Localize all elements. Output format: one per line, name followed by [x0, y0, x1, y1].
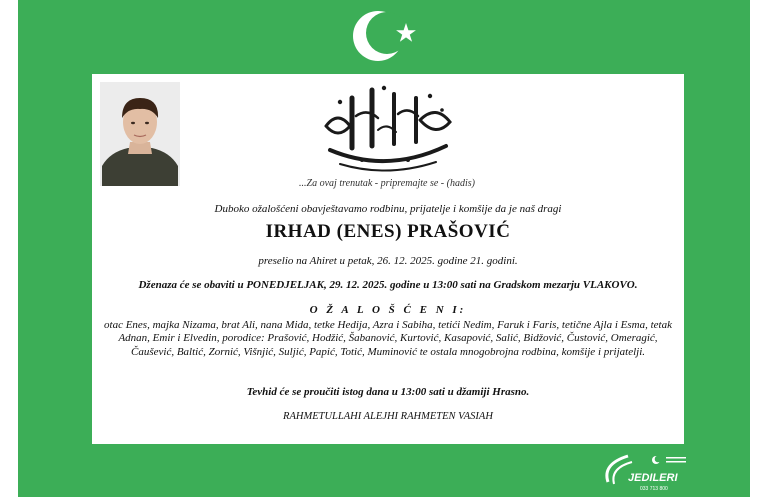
deceased-photo	[100, 82, 180, 186]
announcement-intro: Duboko ožalošćeni obavještavamo rodbinu, prijatelje i komšije da je naš dragi	[214, 203, 562, 215]
logo-phone: 033 713 800	[640, 486, 668, 492]
mourners-list: otac Enes, majka Nizama, brat Ali, nana Mida, tetke Hedija, Azra i Sabiha, tetići Nedim, Faruk i Faris, tetične Ajla i Esma, tetak Adnan, Emir i Elvedin, porodice: Prašović, Hodžić, Šabanović, Kurtović, Kasapović, Salić, Bidžović, Čustović, Omeragić, Čaušević, Baltić, Zornić, Višnjić, Suljić, Papić, Totić, Muminović te ostala mnogobrojna rodbina, komšije i prijatelji.	[104, 319, 672, 358]
closing-prayer: RAHMETULLAHI ALEJHI RAHMETEN VASIAH	[283, 411, 493, 422]
death-date-line: preselio na Ahiret u petak, 26. 12. 2025. godine 21. godini.	[258, 255, 518, 267]
obituary-card	[92, 74, 684, 444]
hadith-motto: ...Za ovaj trenutak - pripremajte se - (hadis)	[299, 178, 475, 189]
funeral-info: Dženaza će se obaviti u PONEDJELJAK, 29. 12. 2025. godine u 13:00 sati na Gradskom mezarju VLAKOVO.	[138, 279, 638, 291]
deceased-name: IRHAD (ENES) PRAŠOVIĆ	[265, 221, 511, 242]
mourners-heading: O Ž A L O Š Ć E N I:	[309, 304, 467, 316]
logo-name: JEDILERI	[628, 472, 678, 484]
arabic-calligraphy	[312, 80, 462, 178]
crescent-star-icon	[351, 6, 417, 66]
tevhid-info: Tevhid će se proučiti istog dana u 13:00 sati u džamiji Hrasno.	[246, 386, 530, 398]
